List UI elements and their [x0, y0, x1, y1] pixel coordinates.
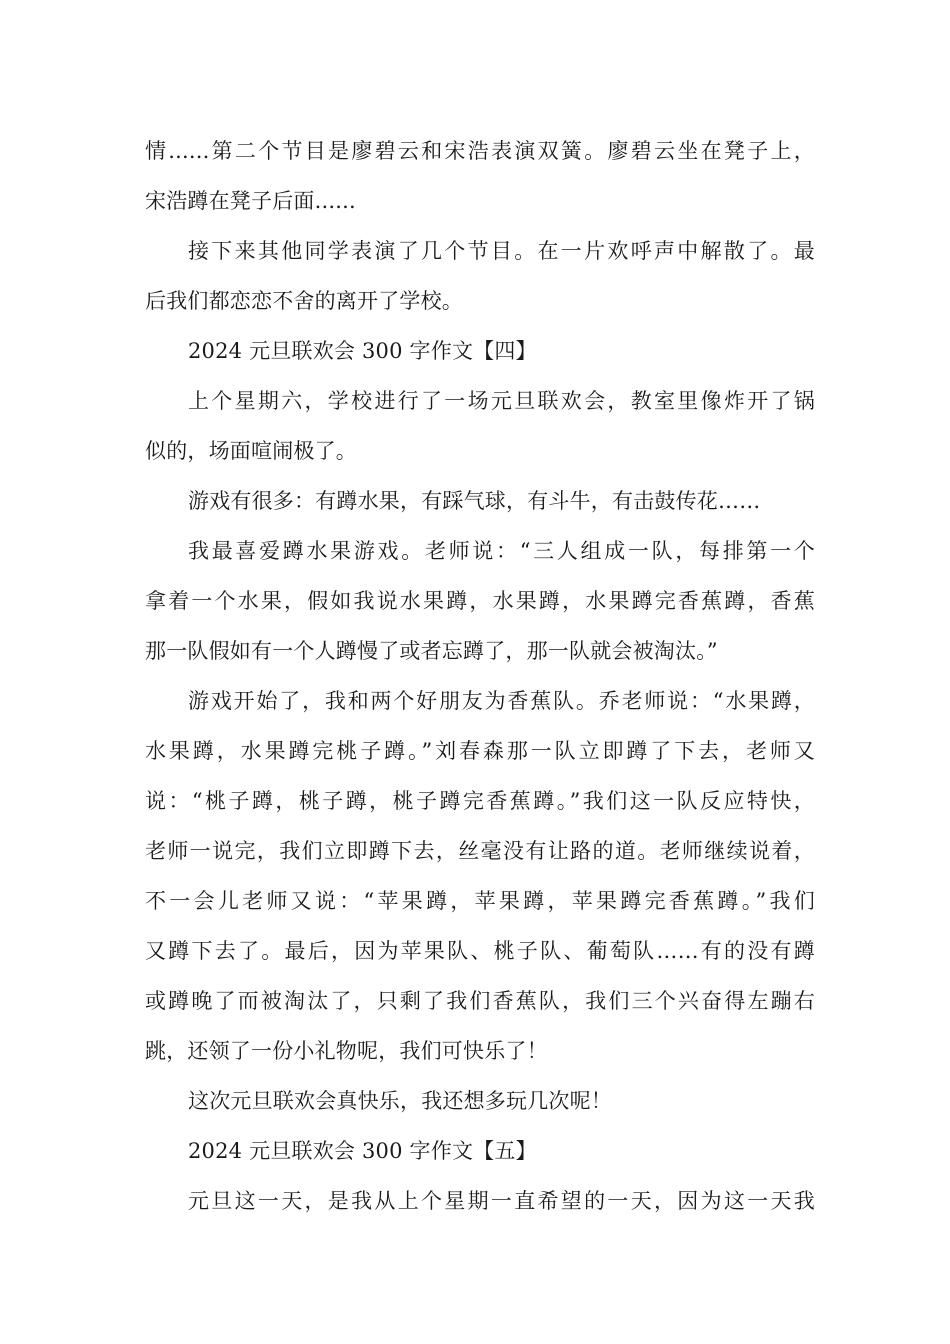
section-heading: 2024 元旦联欢会 300 字作文【四】 [188, 339, 537, 363]
text-line: 老师一说完，我们立即蹲下去，丝毫没有让路的道。老师继续说着， [145, 839, 815, 863]
text-line: 又蹲下去了。最后，因为苹果队、桃子队、葡萄队……有的没有蹲 [145, 939, 815, 963]
text-line: 说：“桃子蹲，桃子蹲，桃子蹲完香蕉蹲。”我们这一队反应特快， [145, 789, 815, 813]
text-line: 宋浩蹲在凳子后面...... [145, 189, 356, 213]
section-heading: 2024 元旦联欢会 300 字作文【五】 [188, 1139, 537, 1163]
text-line: 跳，还领了一份小礼物呢，我们可快乐了！ [145, 1039, 548, 1063]
text-line: 游戏有很多：有蹲水果，有踩气球，有斗牛，有击鼓传花…… [188, 489, 761, 513]
text-line: 这次元旦联欢会真快乐，我还想多玩几次呢！ [188, 1089, 612, 1113]
text-line: 似的，场面喧闹极了。 [145, 439, 357, 463]
text-line: 情......第二个节目是廖碧云和宋浩表演双簧。廖碧云坐在凳子上， [145, 139, 815, 163]
text-line: 接下来其他同学表演了几个节目。在一片欢呼声中解散了。最 [188, 239, 815, 263]
text-line: 拿着一个水果，假如我说水果蹲，水果蹲，水果蹲完香蕉蹲，香蕉 [145, 589, 815, 613]
text-line: 游戏开始了，我和两个好朋友为香蕉队。乔老师说：“水果蹲， [188, 689, 815, 713]
text-line: 或蹲晚了而被淘汰了，只剩了我们香蕉队，我们三个兴奋得左蹦右 [145, 989, 815, 1013]
text-line: 上个星期六，学校进行了一场元旦联欢会，教室里像炸开了锅 [188, 389, 815, 413]
text-line: 水果蹲，水果蹲完桃子蹲。”刘春森那一队立即蹲了下去，老师又 [145, 739, 815, 763]
text-line: 元旦这一天，是我从上个星期一直希望的一天，因为这一天我 [188, 1189, 815, 1213]
text-line: 不一会儿老师又说：“苹果蹲，苹果蹲，苹果蹲完香蕉蹲。”我们 [145, 889, 815, 913]
text-line: 后我们都恋恋不舍的离开了学校。 [145, 289, 463, 313]
text-line: 我最喜爱蹲水果游戏。老师说：“三人组成一队，每排第一个 [188, 539, 815, 563]
text-line: 那一队假如有一个人蹲慢了或者忘蹲了，那一队就会被淘汰。” [145, 639, 718, 663]
